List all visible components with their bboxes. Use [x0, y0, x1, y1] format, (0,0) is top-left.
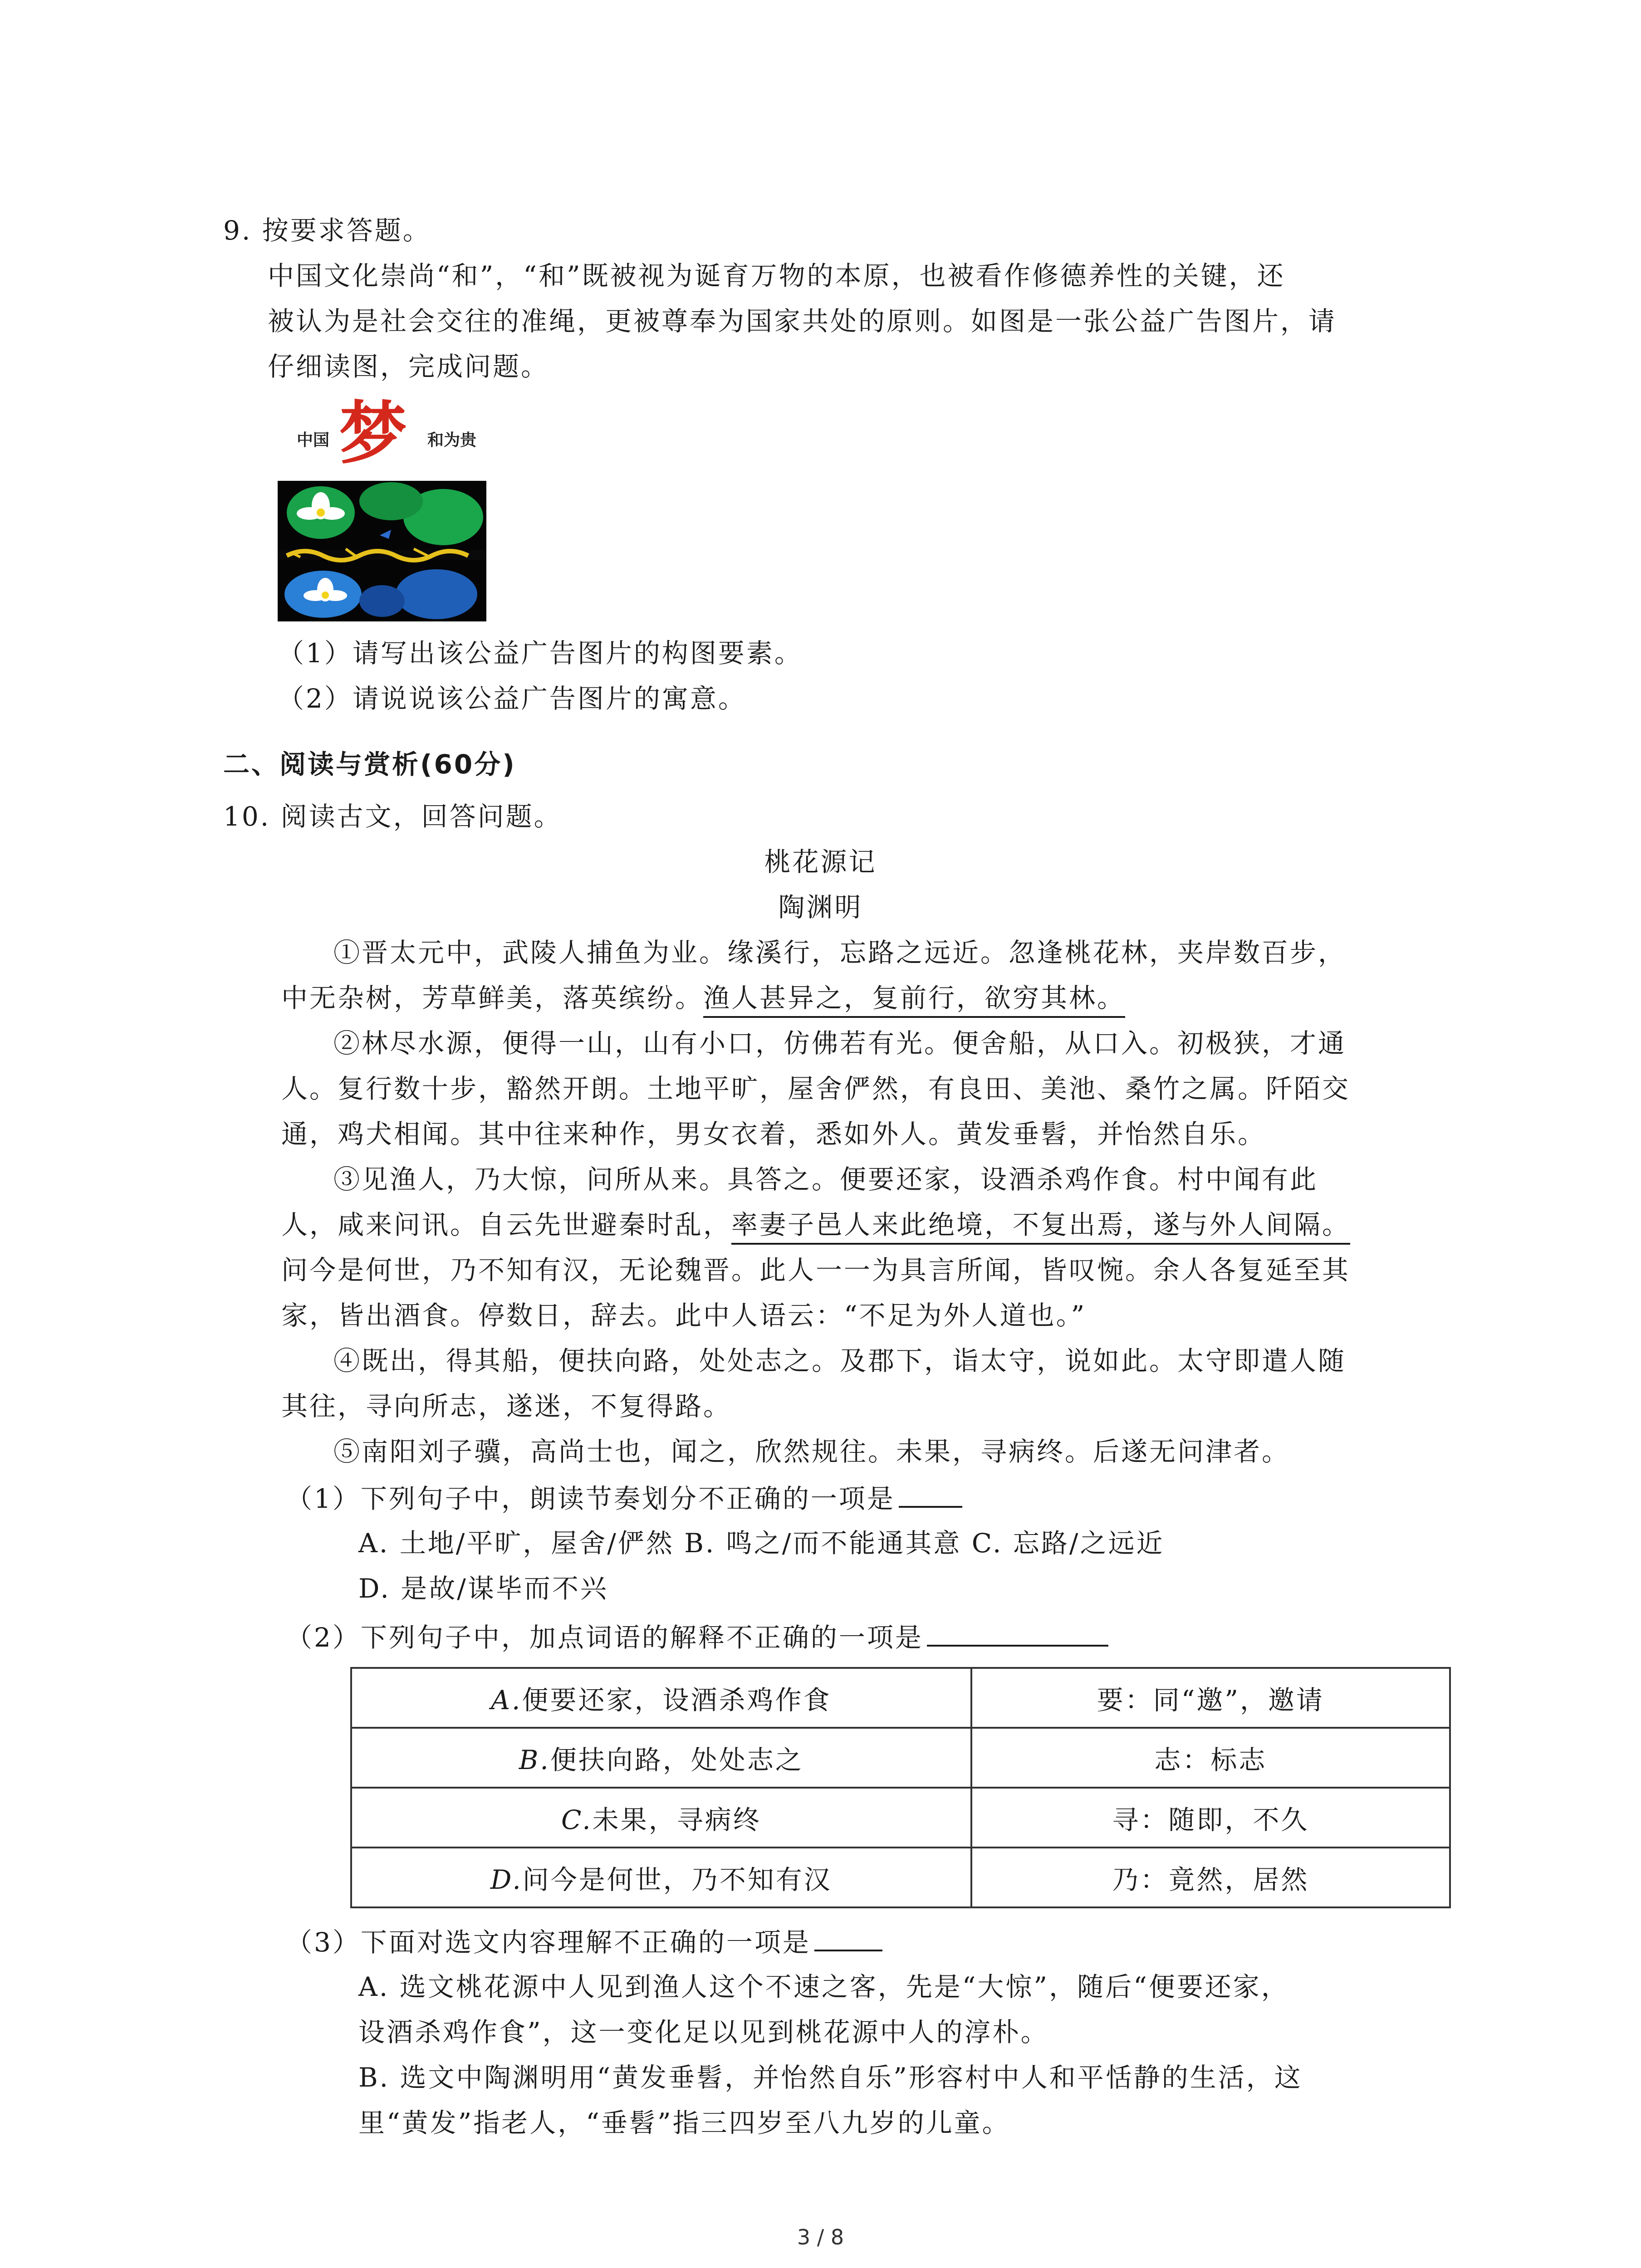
table-cell-sentence	[351, 1728, 971, 1788]
para-4-line-1: ④既出，得其船，便扶向路，处处志之。及郡下，诣太守，说如此。太守即遣人随	[333, 1345, 1347, 1376]
para-4-line-2: 其往，寻向所志，遂迷，不复得路。	[281, 1391, 732, 1422]
table-cell-gloss: 乃：竟然，居然	[971, 1848, 1450, 1907]
para-1-line-2a: 中无杂树，芳草鲜美，落英缤纷。	[281, 982, 704, 1013]
option-sentence: 未果，寻病终	[592, 1804, 761, 1835]
section-heading: 二、阅读与赏析(60分)	[223, 749, 516, 780]
option-letter: B.	[519, 1745, 550, 1775]
table-cell-sentence	[351, 1668, 971, 1728]
para-1-line-1: ①晋太元中，武陵人捕鱼为业。缘溪行，忘路之远近。忽逢桃花林，夹岸数百步，	[333, 937, 1347, 968]
para-3-line-2	[281, 1207, 1350, 1243]
q10-title: 10. 阅读古文，回答问题。	[223, 801, 562, 832]
table-cell-sentence	[351, 1848, 971, 1907]
table-cell-gloss: 寻：随即，不久	[971, 1788, 1450, 1848]
q9-title: 9. 按要求答题。	[223, 215, 431, 246]
q10-sub3-stem	[286, 1923, 882, 1960]
text-title: 桃花源记	[764, 846, 877, 877]
option-sentence: 便扶向路，处处志之	[550, 1745, 803, 1775]
q10-sub3-option-a-2: 设酒杀鸡作食”，这一变化足以见到桃花源中人的淳朴。	[358, 2017, 1049, 2048]
q10-sub2-stem-text: （2）下列句子中，加点词语的解释不正确的一项是	[286, 1622, 923, 1653]
q10-sub3-stem-text: （3）下面对选文内容理解不正确的一项是	[286, 1927, 811, 1958]
para-2-line-3: 通，鸡犬相闻。其中往来种作，男女衣着，悉如外人。黄发垂髫，并怡然自乐。	[281, 1119, 1266, 1149]
para-3-line-2a: 人，咸来问讯。自云先世避秦时乱，	[281, 1209, 732, 1240]
para-3-line-4: 家，皆出酒食。停数日，辞去。此中人语云：“不足为外人道也。”	[281, 1300, 1087, 1331]
poster-right-text: 和为贵	[427, 431, 477, 450]
q9-subquestion-2: （2）请说说该公益广告图片的寓意。	[278, 683, 746, 714]
option-letter: A.	[491, 1685, 522, 1716]
para-1-line-2	[281, 980, 1125, 1016]
table-row	[351, 1788, 1450, 1848]
para-2-line-2: 人。复行数十步，豁然开朗。土地平旷，屋舍俨然，有良田、美池、桑竹之属。阡陌交	[281, 1073, 1351, 1104]
q10-sub1-stem	[286, 1480, 962, 1517]
q9-subquestion-1: （1）请写出该公益广告图片的构图要素。	[278, 638, 803, 669]
q10-sub3-option-b-1: B. 选文中陶渊明用“黄发垂髫，并怡然自乐”形容村中人和平恬静的生活，这	[358, 2062, 1303, 2093]
poster-left-text: 中国	[297, 431, 330, 450]
para-5: ⑤南阳刘子骥，高尚士也，闻之，欣然规往。未果，寻病终。后遂无问津者。	[333, 1436, 1290, 1467]
para-3-line-3: 问今是何世，乃不知有汉，无论魏晋。此人一一为具言所闻，皆叹惋。余人各复延至其	[281, 1255, 1351, 1286]
q9-intro-line-2: 被认为是社会交往的准绳，更被尊奉为国家共处的原则。如图是一张公益广告图片，请	[268, 306, 1337, 337]
answer-blank-1[interactable]	[899, 1480, 962, 1508]
option-sentence: 问今是何世，乃不知有汉	[522, 1864, 832, 1895]
q10-sub1-options-2: D. 是故/谋毕而不兴	[358, 1573, 608, 1604]
option-letter: C.	[561, 1804, 593, 1835]
q10-sub3-option-a-1: A. 选文桃花源中人见到渔人这个不速之客，先是“大惊”，随后“便要还家，	[358, 1971, 1289, 2002]
vocab-table	[350, 1667, 1451, 1908]
table-row	[351, 1848, 1450, 1907]
table-cell-gloss: 要：同“邀”，邀请	[971, 1668, 1450, 1728]
q10-sub1-stem-text: （1）下列句子中，朗读节奏划分不正确的一项是	[286, 1483, 895, 1514]
q10-sub3-option-b-2: 里“黄发”指老人，“垂髫”指三四岁至八九岁的儿童。	[358, 2107, 1010, 2138]
para-3-line-1: ③见渔人，乃大惊，问所从来。具答之。便要还家，设酒杀鸡作食。村中闻有此	[333, 1164, 1318, 1195]
underlined-sentence-1: 渔人甚异之，复前行，欲穷其林。	[703, 982, 1125, 1018]
option-sentence: 便要还家，设酒杀鸡作食	[522, 1685, 832, 1716]
table-row	[351, 1728, 1450, 1788]
q10-sub2-stem	[286, 1618, 1108, 1656]
poster-image	[278, 481, 486, 621]
option-letter: D.	[490, 1864, 523, 1895]
table-cell-sentence	[351, 1788, 971, 1848]
table-row	[351, 1668, 1450, 1728]
underlined-sentence-2: 率妻子邑人来此绝境，不复出焉，遂与外人间隔。	[731, 1209, 1350, 1245]
q10-sub1-options-1: A. 土地/平旷，屋舍/俨然 B. 鸣之/而不能通其意 C. 忘路/之远近	[358, 1528, 1165, 1559]
answer-blank-2[interactable]	[927, 1618, 1108, 1647]
table-cell-gloss: 志：标志	[971, 1728, 1450, 1788]
answer-blank-3[interactable]	[814, 1923, 882, 1951]
poster-logo	[278, 395, 486, 472]
q9-intro-line-1: 中国文化崇尚“和”，“和”既被视为诞育万物的本原，也被看作修德养性的关键，还	[268, 260, 1285, 291]
text-author: 陶渊明	[778, 892, 863, 923]
poster-dream-glyph: 梦	[339, 395, 407, 472]
page-number: 3 / 8	[797, 2225, 844, 2249]
para-2-line-1: ②林尽水源，便得一山，山有小口，仿佛若有光。便舍船，从口入。初极狭，才通	[333, 1028, 1347, 1059]
q9-intro-line-3: 仔细读图，完成问题。	[268, 351, 549, 382]
